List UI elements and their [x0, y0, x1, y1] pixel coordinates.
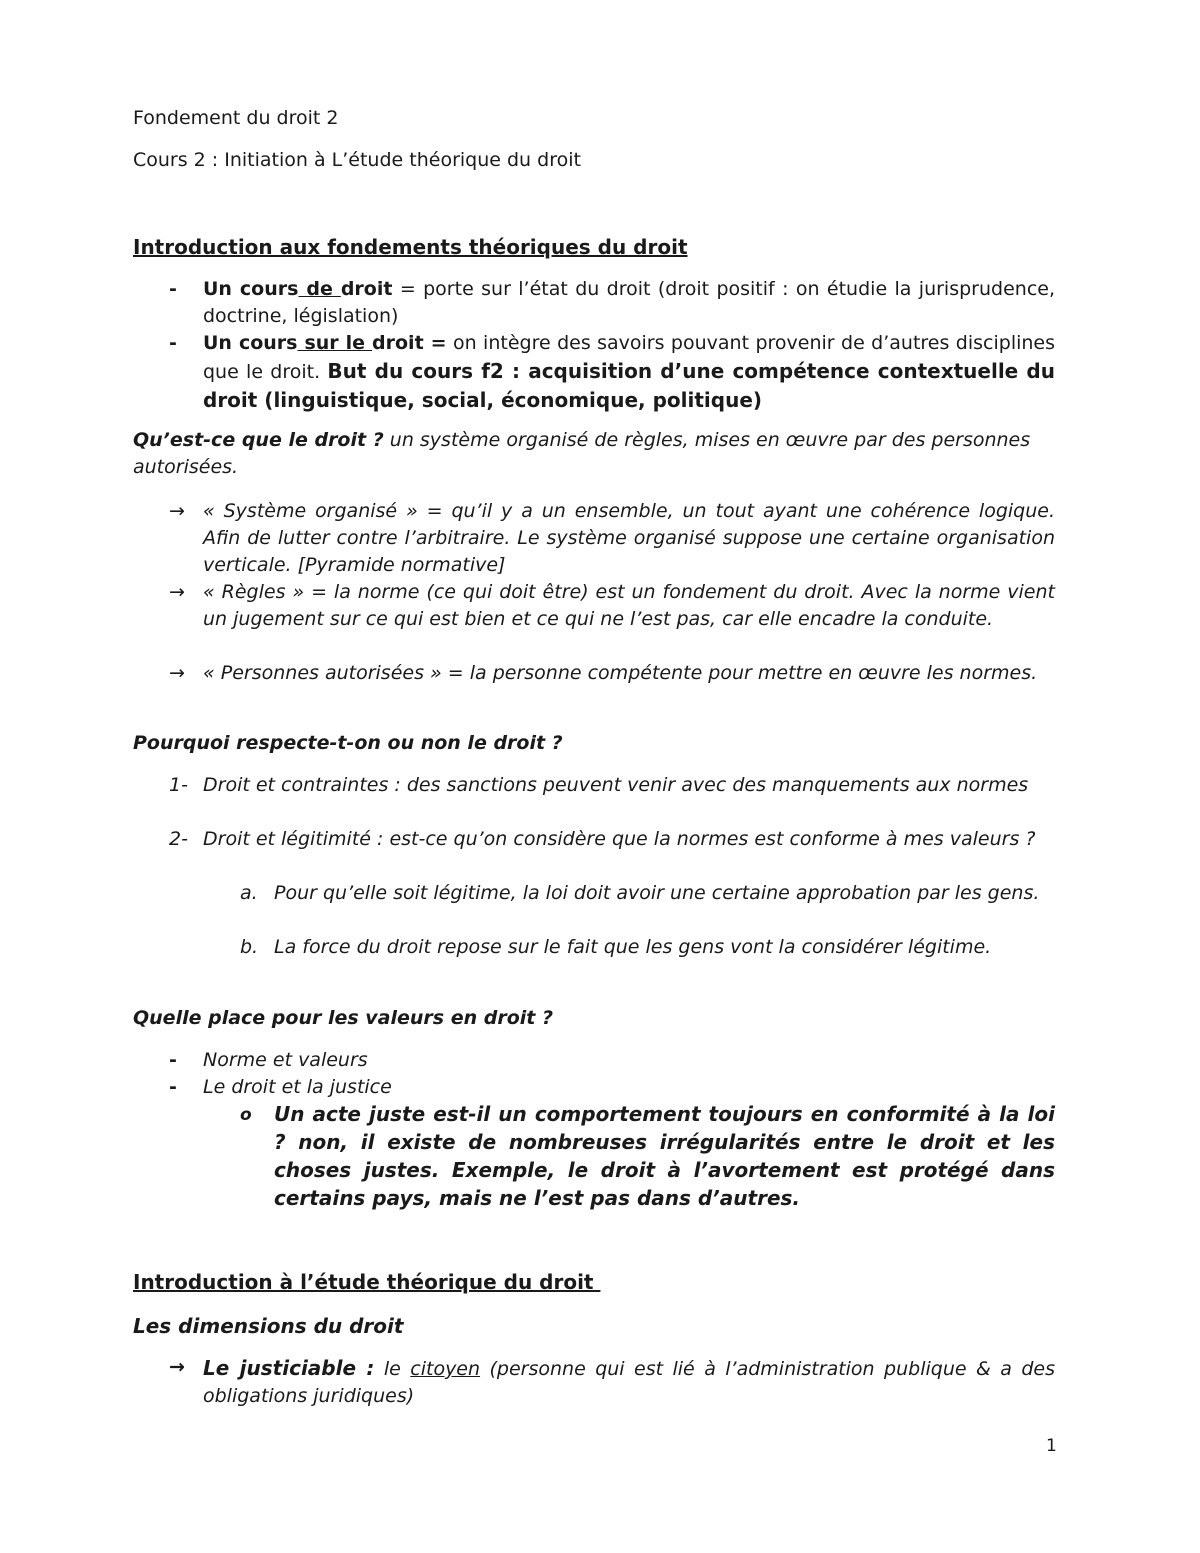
- question-paragraph: Qu’est-ce que le droit ? un système organisé de règles, mises en œuvre par des personnes autorisées.: [133, 429, 1031, 478]
- sub-item: Un acte juste est-il un comportement toujours en conformité à la loi ? non, il existe de nombreuses irrégularités entre le droit et les choses justes. Exemple, le droit à l’avortement est protégé dans certains pays, mais ne l’est pas dans d’autres.: [274, 1102, 1055, 1210]
- arrow-item: Le justiciable : le citoyen (personne qui est lié à l’administration publique & a des obligations juridiques): [203, 1356, 1055, 1407]
- dash-bullet: -: [169, 332, 177, 354]
- list-number: 1-: [169, 774, 188, 796]
- arrow-icon: →: [169, 1356, 185, 1378]
- list-item: Un cours sur le droit = on intègre des savoirs pouvant provenir de d’autres disciplines que le droit. But du cours f2 : acquisition d’une compétence contextuelle du droit (linguistique, social, économique, politique): [203, 332, 1056, 412]
- arrow-item: « Règles » = la norme (ce qui doit être) est un fondement du droit. Avec la norme vient un jugement sur ce qui est bien et ce qui ne l’est pas, car elle encadre la conduite.: [203, 581, 1055, 630]
- arrow-icon: →: [169, 581, 185, 603]
- arrow-icon: →: [169, 500, 185, 522]
- document-title: Fondement du droit 2: [133, 107, 339, 129]
- numbered-item: Droit et légitimité : est-ce qu’on considère que la normes est conforme à mes valeurs ?: [203, 828, 1036, 850]
- dash-bullet: -: [169, 278, 177, 300]
- sub-item: Pour qu’elle soit légitime, la loi doit avoir une certaine approbation par les gens.: [274, 882, 1040, 904]
- question-heading: Pourquoi respecte-t-on ou non le droit ?: [133, 732, 563, 754]
- list-item: Un cours de droit = porte sur l’état du droit (droit positif : on étudie la jurisprudence, doctrine, législation): [203, 278, 1055, 327]
- page-number: 1: [1046, 1436, 1057, 1456]
- section-heading-1: Introduction aux fondements théoriques du droit: [133, 235, 688, 259]
- subheading: Les dimensions du droit: [133, 1314, 404, 1338]
- question-heading: Quelle place pour les valeurs en droit ?: [133, 1007, 553, 1029]
- sub-item: La force du droit repose sur le fait que les gens vont la considérer légitime.: [274, 936, 992, 958]
- list-item: Le droit et la justice: [203, 1076, 392, 1098]
- arrow-item: « Personnes autorisées » = la personne compétente pour mettre en œuvre les normes.: [203, 662, 1038, 684]
- section-heading-2: Introduction à l’étude théorique du droit: [133, 1270, 601, 1294]
- list-number: 2-: [169, 828, 188, 850]
- list-item: Norme et valeurs: [203, 1049, 368, 1071]
- course-title: Cours 2 : Initiation à L’étude théorique du droit: [133, 149, 581, 171]
- list-letter: b.: [240, 936, 259, 958]
- circle-bullet: o: [240, 1105, 252, 1125]
- arrow-item: « Système organisé » = qu’il y a un ensemble, un tout ayant une cohérence logique. Afin de lutter contre l’arbitraire. Le système organisé suppose une certaine organisation verticale. [Pyramide normative]: [203, 500, 1055, 576]
- list-letter: a.: [240, 882, 258, 904]
- arrow-icon: →: [169, 662, 185, 684]
- dash-bullet: -: [169, 1049, 177, 1071]
- numbered-item: Droit et contraintes : des sanctions peuvent venir avec des manquements aux normes: [203, 774, 1029, 796]
- dash-bullet: -: [169, 1076, 177, 1098]
